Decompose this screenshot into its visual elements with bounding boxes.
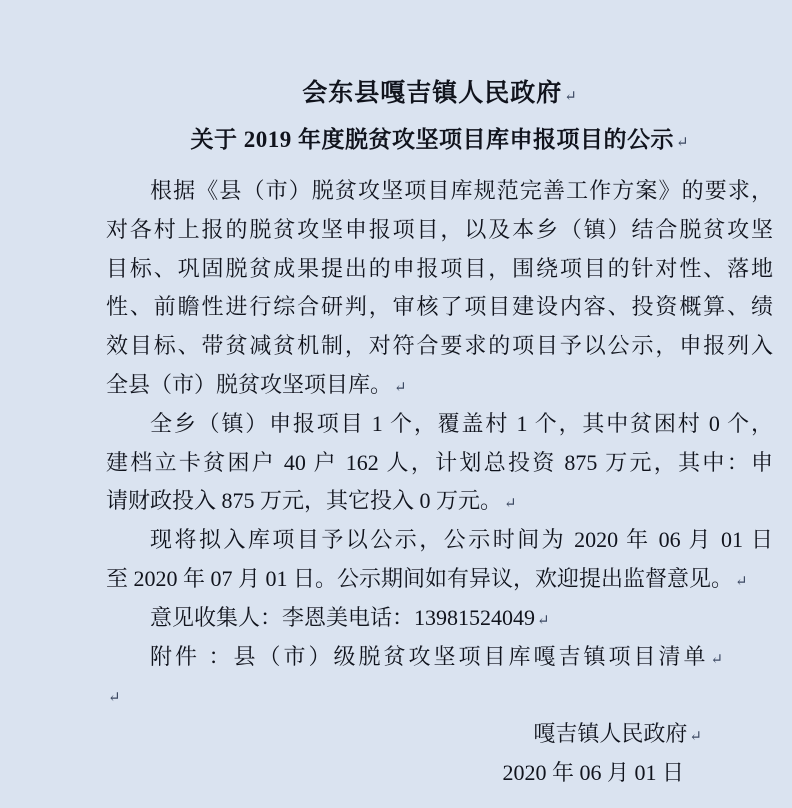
- date-line: [106, 754, 773, 793]
- paragraph-mark-icon: ↵: [710, 651, 724, 668]
- body-line-text: 请财政投入 875 万元，其它投入 0 万元。: [106, 488, 503, 514]
- body-line: [106, 211, 773, 250]
- body-line: [106, 405, 773, 444]
- signature-text: 嘎吉镇人民政府: [533, 721, 688, 747]
- body-line: [106, 366, 773, 405]
- body-line-text: 全乡（镇）申报项目 1 个，覆盖村 1 个，其中贫困村 0 个，: [150, 410, 773, 436]
- body-line-text: 建档立卡贫困户 40 户 162 人，计划总投资 875 万元，其中：申: [106, 449, 773, 475]
- body-line: [106, 444, 773, 483]
- body-line: [106, 172, 773, 211]
- body-line-text: 对各村上报的脱贫攻坚申报项目，以及本乡（镇）结合脱贫攻坚: [106, 216, 773, 242]
- body-line: [106, 560, 773, 599]
- contact-line: [106, 599, 773, 638]
- signature-line: [106, 715, 773, 754]
- paragraph-mark-icon: ↵: [689, 729, 702, 746]
- contact-line-text: 意见收集人：李恩美电话：13981524049: [150, 604, 536, 630]
- attachment-line-text: 附件 ：县（市）级脱贫攻坚项目库嘎吉镇项目清单: [150, 643, 709, 669]
- empty-line: [106, 676, 773, 715]
- body-line-text: 现将拟入库项目予以公示，公示时间为 2020 年 06 月 01 日: [150, 527, 773, 553]
- body-line: [106, 327, 773, 366]
- paragraph-mark-icon: ↵: [564, 89, 577, 105]
- paragraph-mark-icon: ↵: [108, 690, 121, 707]
- document-title-text: 会东县嘎吉镇人民政府: [302, 80, 563, 107]
- body-line: [106, 482, 773, 521]
- body-line-text: 全县（市）脱贫攻坚项目库。: [106, 371, 393, 397]
- paragraph-mark-icon: ↵: [675, 135, 689, 151]
- attachment-line: [106, 638, 773, 677]
- body-line: [106, 288, 773, 327]
- body-line-text: 效目标、带贫减贫机制，对符合要求的项目予以公示，申报列入: [106, 333, 773, 359]
- document-body: [106, 172, 773, 793]
- body-line-text: 目标、巩固脱贫成果提出的申报项目，围绕项目的针对性、落地: [106, 255, 773, 281]
- body-line-text: 至 2020 年 07 月 01 日。公示期间如有异议，欢迎提出监督意见。: [106, 565, 734, 591]
- body-line: [106, 521, 773, 560]
- body-line: [106, 250, 773, 289]
- paragraph-mark-icon: ↵: [394, 379, 407, 396]
- document-subtitle: [106, 118, 773, 162]
- date-text: 2020 年 06 月 01 日: [502, 759, 684, 785]
- body-line-text: 性、前瞻性进行综合研判，审核了项目建设内容、投资概算、绩: [106, 294, 773, 320]
- document-title: [106, 70, 773, 118]
- document-subtitle-text: 关于 2019 年度脱贫攻坚项目库申报项目的公示: [190, 127, 674, 152]
- paragraph-mark-icon: ↵: [735, 573, 748, 590]
- paragraph-mark-icon: ↵: [504, 496, 517, 513]
- paragraph-mark-icon: ↵: [537, 612, 550, 629]
- body-line-text: 根据《县（市）脱贫攻坚项目库规范完善工作方案》的要求，: [150, 178, 773, 203]
